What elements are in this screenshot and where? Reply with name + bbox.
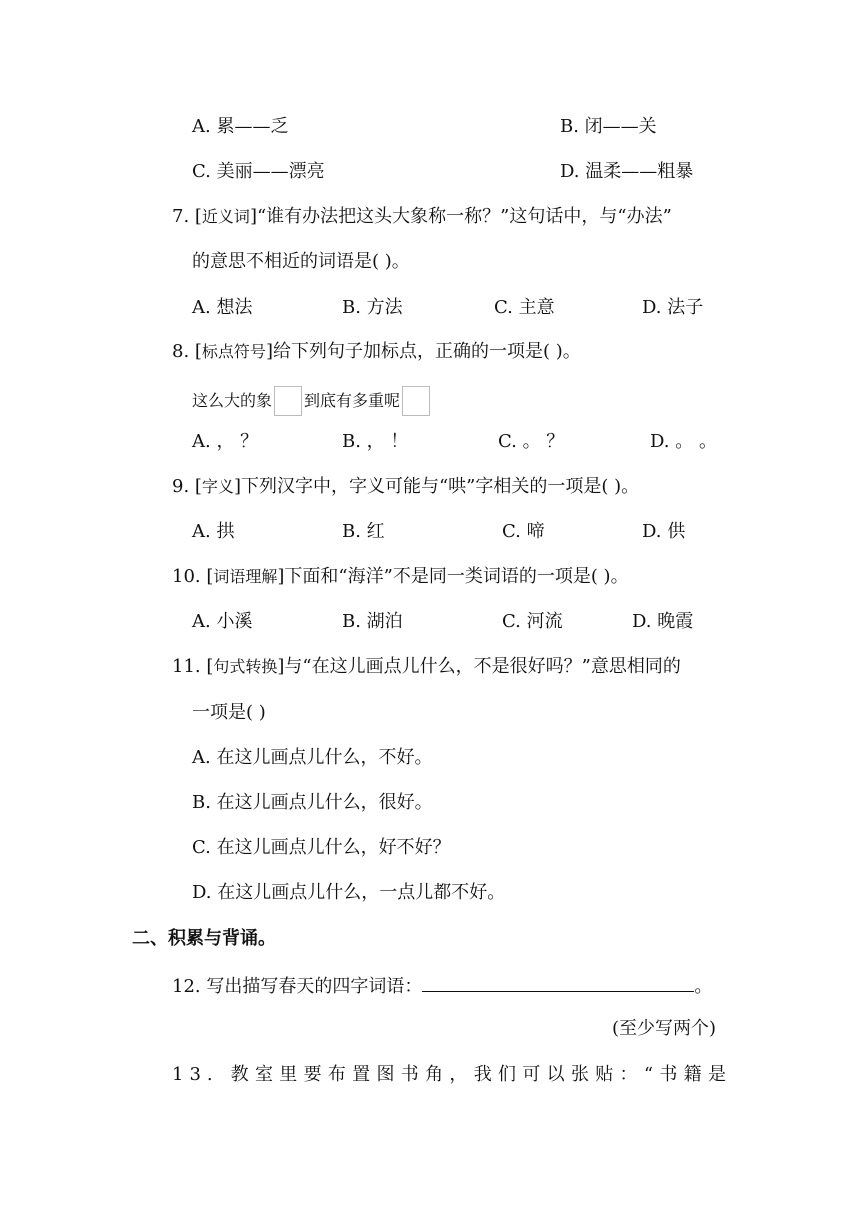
q11-tag: 句式转换 — [213, 657, 278, 676]
q8-option-a: A. ， ？ — [192, 431, 259, 452]
q11-option-a: A. 在这儿画点儿什么，不好。 — [192, 747, 433, 768]
q8-stem-line1: 8. [标点符号]给下列句子加标点，正确的一项是( )。 — [172, 341, 581, 362]
q10-option-a: A. 小溪 — [192, 611, 253, 632]
q12-answer-blank — [422, 973, 694, 992]
q6-option-a: A. 累——乏 — [192, 116, 289, 137]
punctuation-box-1 — [274, 386, 302, 416]
q9-option-a: A. 拱 — [192, 521, 235, 542]
q7-tag: 近义词 — [201, 207, 250, 226]
q10-tag: 词语理解 — [213, 567, 278, 586]
q8-option-d: D. 。 。 — [650, 431, 717, 452]
q6-option-d: D. 温柔——粗暴 — [560, 161, 694, 182]
q11-stem-line1: 11. [句式转换]与“在这儿画点儿什么，不是很好吗？”意思相同的 — [172, 656, 681, 677]
q7-stem-line1: 7. [近义词]“谁有办法把这头大象称一称？”这句话中，与“办法” — [172, 206, 672, 227]
q8-tag: 标点符号 — [201, 342, 266, 361]
q10-option-b: B. 湖泊 — [342, 611, 403, 632]
q12-stem: 12. 写出描写春天的四字词语： 。 — [172, 973, 712, 999]
section-2-title: 二、积累与背诵。 — [132, 928, 276, 949]
q9-option-d: D. 供 — [642, 521, 686, 542]
q7-option-c: C. 主意 — [494, 297, 555, 318]
q10-stem-line1: 10. [词语理解]下面和“海洋”不是同一类词语的一项是( )。 — [172, 566, 629, 587]
q9-stem-line1: 9. [字义]下列汉字中，字义可能与“哄”字相关的一项是( )。 — [172, 476, 640, 497]
q13-stem: 13. 教室里要布置图书角，我们可以张贴：“书籍是 — [172, 1064, 732, 1085]
q7-option-b: B. 方法 — [342, 297, 403, 318]
q6-option-b: B. 闭——关 — [560, 116, 657, 137]
q7-option-d: D. 法子 — [642, 297, 704, 318]
q8-option-c: C. 。 ？ — [498, 431, 565, 452]
q11-stem-line2: 一项是( ) — [192, 702, 266, 723]
q11-option-b: B. 在这儿画点儿什么，很好。 — [192, 792, 433, 813]
q6-option-c: C. 美丽——漂亮 — [192, 161, 325, 182]
q9-option-b: B. 红 — [342, 521, 385, 542]
q10-option-d: D. 晚霞 — [632, 611, 694, 632]
q11-option-c: C. 在这儿画点儿什么，好不好？ — [192, 837, 451, 858]
q11-option-d: D. 在这儿画点儿什么，一点儿都不好。 — [192, 882, 506, 903]
q8-option-b: B. ， ！ — [342, 431, 409, 452]
q7-stem-line2: 的意思不相近的词语是( )。 — [192, 251, 410, 272]
q9-tag: 字义 — [201, 477, 234, 496]
q12-note: (至少写两个) — [612, 1018, 717, 1039]
q9-option-c: C. 啼 — [502, 521, 545, 542]
q8-sentence: 这么大的象 到底有多重呢 — [192, 385, 432, 417]
q10-option-c: C. 河流 — [502, 611, 563, 632]
q7-option-a: A. 想法 — [192, 297, 253, 318]
punctuation-box-2 — [402, 386, 430, 416]
